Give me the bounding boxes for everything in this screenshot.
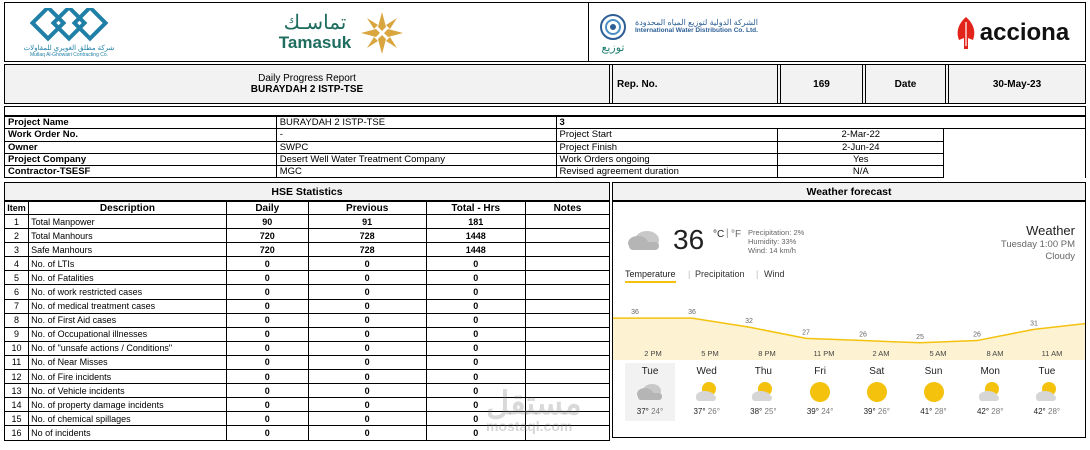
hour-label: 11 PM bbox=[813, 349, 835, 358]
hse-col-prev: Previous bbox=[308, 202, 426, 215]
project-info-table bbox=[4, 116, 1086, 178]
hour-label: 2 AM bbox=[872, 349, 890, 358]
hse-prev-cell: 0 bbox=[308, 426, 426, 440]
hse-total-cell: 0 bbox=[426, 412, 525, 426]
day-name: Thu bbox=[754, 366, 772, 377]
mutlaq-logo-ar: شركة مطلق الغويري للمقاولات bbox=[23, 45, 115, 52]
finish-value: 2-Jun-24 bbox=[778, 141, 944, 153]
day-temps bbox=[909, 407, 959, 416]
hour-label: 5 AM bbox=[929, 349, 947, 358]
table-row bbox=[5, 271, 610, 285]
table-row bbox=[5, 313, 610, 327]
day-temps bbox=[682, 407, 732, 416]
table-row bbox=[5, 229, 610, 243]
watermark-ar-main: مستقل bbox=[486, 385, 582, 421]
hse-prev-cell: 0 bbox=[308, 285, 426, 299]
mutlaq-logo bbox=[13, 4, 125, 62]
hse-desc-cell: Safe Manhours bbox=[29, 243, 227, 257]
tab-wind[interactable]: Wind bbox=[764, 269, 785, 279]
hse-prev-cell: 0 bbox=[308, 257, 426, 271]
hse-notes-cell bbox=[525, 243, 609, 257]
hse-item-cell: 10 bbox=[5, 341, 29, 355]
hse-daily-cell: 90 bbox=[226, 215, 308, 229]
day-forecast[interactable] bbox=[682, 363, 732, 421]
revised-label: Revised agreement duration bbox=[556, 166, 778, 178]
day-high: 37° bbox=[636, 407, 649, 416]
temperature-point-label: 27 bbox=[802, 329, 810, 337]
hse-desc-cell: No. of work restricted cases bbox=[29, 285, 227, 299]
hse-desc-cell: No. of Fatalities bbox=[29, 271, 227, 285]
hse-prev-cell: 0 bbox=[308, 313, 426, 327]
owner-value: SWPC bbox=[276, 141, 556, 153]
hse-prev-cell: 0 bbox=[308, 370, 426, 384]
info-row-project-name bbox=[5, 117, 1086, 129]
report-title: Daily Progress Report bbox=[258, 73, 356, 84]
hse-item-cell: 7 bbox=[5, 299, 29, 313]
temperature-point-label: 25 bbox=[916, 333, 924, 341]
hse-notes-cell bbox=[525, 299, 609, 313]
hse-item-cell: 13 bbox=[5, 384, 29, 398]
hse-prev-cell: 0 bbox=[308, 327, 426, 341]
start-label: Project Start bbox=[556, 129, 778, 141]
hse-total-cell: 0 bbox=[426, 285, 525, 299]
wind-text: Wind: 14 km/h bbox=[748, 246, 796, 255]
partly-sunny-icon bbox=[975, 380, 1005, 409]
hse-daily-cell: 0 bbox=[226, 355, 308, 369]
temperature-point-label: 26 bbox=[859, 331, 867, 339]
hse-col-notes: Notes bbox=[525, 202, 609, 215]
hse-daily-cell: 0 bbox=[226, 313, 308, 327]
hse-daily-cell: 0 bbox=[226, 271, 308, 285]
hse-notes-cell bbox=[525, 327, 609, 341]
hse-item-cell: 14 bbox=[5, 398, 29, 412]
day-low: 25° bbox=[764, 407, 777, 416]
hse-total-cell: 0 bbox=[426, 370, 525, 384]
table-row bbox=[5, 370, 610, 384]
hse-item-cell: 12 bbox=[5, 370, 29, 384]
hse-item-cell: 16 bbox=[5, 426, 29, 440]
hour-label: 2 PM bbox=[644, 349, 662, 358]
hse-prev-cell: 728 bbox=[308, 229, 426, 243]
hse-total-cell: 0 bbox=[426, 313, 525, 327]
day-high: 39° bbox=[806, 407, 819, 416]
sun-icon bbox=[862, 380, 892, 409]
acciona-logo bbox=[947, 11, 1077, 55]
unit-separator: | bbox=[726, 228, 729, 239]
hse-header-row bbox=[5, 202, 610, 215]
hse-total-cell: 1448 bbox=[426, 243, 525, 257]
tamasuk-star-icon bbox=[359, 10, 405, 56]
hse-daily-cell: 0 bbox=[226, 327, 308, 341]
hse-total-cell: 0 bbox=[426, 355, 525, 369]
unit-fahrenheit[interactable]: °F bbox=[731, 229, 742, 240]
acciona-leaf-icon bbox=[955, 16, 977, 50]
acciona-logo-text: acciona bbox=[979, 19, 1070, 46]
rep-no-label: Rep. No. bbox=[612, 64, 778, 104]
hse-notes-cell bbox=[525, 341, 609, 355]
date-label: Date bbox=[865, 64, 946, 104]
hse-daily-cell: 0 bbox=[226, 257, 308, 271]
work-order-value: - bbox=[276, 129, 556, 141]
hse-item-cell: 4 bbox=[5, 257, 29, 271]
day-low: 26° bbox=[877, 407, 891, 416]
hse-notes-cell bbox=[525, 229, 609, 243]
hse-daily-cell: 0 bbox=[226, 341, 308, 355]
partly-sunny-icon bbox=[1032, 380, 1062, 409]
hse-daily-cell: 720 bbox=[226, 229, 308, 243]
day-temps bbox=[625, 407, 675, 416]
iwd-logo bbox=[595, 5, 795, 61]
hse-prev-cell: 91 bbox=[308, 215, 426, 229]
logo-divider bbox=[588, 3, 589, 61]
day-name: Sat bbox=[869, 366, 885, 377]
hse-desc-cell: No. of Occupational illnesses bbox=[29, 327, 227, 341]
day-name: Tue bbox=[641, 366, 659, 377]
day-name: Wed bbox=[696, 366, 717, 377]
hse-notes-cell bbox=[525, 370, 609, 384]
hse-col-total: Total - Hrs bbox=[426, 202, 525, 215]
hse-item-cell: 11 bbox=[5, 355, 29, 369]
info-row-company bbox=[5, 153, 1086, 165]
project-name-value: BURAYDAH 2 ISTP-TSE bbox=[276, 117, 556, 129]
hse-total-cell: 0 bbox=[426, 299, 525, 313]
hse-desc-cell: No of incidents bbox=[29, 426, 227, 440]
iwd-mark: توزيع bbox=[601, 41, 625, 54]
partly-sunny-icon bbox=[748, 380, 778, 409]
date-value: 30-May-23 bbox=[948, 64, 1086, 104]
current-temp: 36 bbox=[673, 224, 705, 255]
day-temps bbox=[795, 407, 845, 416]
hse-desc-cell: No. of medical treatment cases bbox=[29, 299, 227, 313]
table-row bbox=[5, 215, 610, 229]
day-high: 41° bbox=[920, 407, 933, 416]
hse-daily-cell: 0 bbox=[226, 398, 308, 412]
table-row bbox=[5, 243, 610, 257]
hse-desc-cell: No. of chemical spillages bbox=[29, 412, 227, 426]
hse-desc-cell: No. of Near Misses bbox=[29, 355, 227, 369]
hse-prev-cell: 0 bbox=[308, 412, 426, 426]
project-number: 3 bbox=[556, 117, 1085, 129]
day-name: Mon bbox=[980, 366, 1000, 377]
hse-total-cell: 0 bbox=[426, 426, 525, 440]
hse-title: HSE Statistics bbox=[4, 182, 610, 201]
day-forecast[interactable] bbox=[1022, 363, 1072, 421]
start-value: 2-Mar-22 bbox=[778, 129, 944, 141]
hse-item-cell: 5 bbox=[5, 271, 29, 285]
day-temps bbox=[852, 407, 902, 416]
hse-desc-cell: No. of property damage incidents bbox=[29, 398, 227, 412]
hse-item-cell: 1 bbox=[5, 215, 29, 229]
hse-notes-cell bbox=[525, 271, 609, 285]
temperature-point-label: 36 bbox=[631, 309, 639, 317]
hse-prev-cell: 0 bbox=[308, 341, 426, 355]
hse-daily-cell: 0 bbox=[226, 299, 308, 313]
hse-desc-cell: No. of "unsafe actions / Conditions" bbox=[29, 341, 227, 355]
hse-daily-cell: 0 bbox=[226, 285, 308, 299]
hse-total-cell: 0 bbox=[426, 257, 525, 271]
hse-daily-cell: 0 bbox=[226, 370, 308, 384]
company-value: Desert Well Water Treatment Company bbox=[276, 153, 556, 165]
table-row bbox=[5, 327, 610, 341]
company-label: Project Company bbox=[5, 153, 277, 165]
hse-desc-cell: Total Manpower bbox=[29, 215, 227, 229]
hse-col-item: Item bbox=[5, 202, 29, 215]
weather-title: Weather forecast bbox=[612, 182, 1086, 201]
hse-col-daily: Daily bbox=[226, 202, 308, 215]
work-order-label: Work Order No. bbox=[5, 129, 277, 141]
hse-item-cell: 2 bbox=[5, 229, 29, 243]
hse-daily-cell: 0 bbox=[226, 384, 308, 398]
info-blank-cell bbox=[944, 129, 1086, 178]
day-forecast[interactable] bbox=[852, 363, 902, 421]
contractor-value: MGC bbox=[276, 166, 556, 178]
hse-notes-cell bbox=[525, 313, 609, 327]
hse-prev-cell: 0 bbox=[308, 384, 426, 398]
unit-celsius[interactable]: °C bbox=[713, 229, 725, 240]
day-high: 39° bbox=[863, 407, 876, 416]
weather-widget bbox=[612, 201, 1086, 438]
hour-label: 8 AM bbox=[986, 349, 1004, 358]
temperature-chart bbox=[613, 300, 1086, 360]
day-high: 42° bbox=[1033, 407, 1046, 416]
hse-item-cell: 8 bbox=[5, 313, 29, 327]
table-row bbox=[5, 299, 610, 313]
tab-separator-1: | bbox=[688, 269, 691, 279]
iwd-logo-en: International Water Distribution Co. Ltd. bbox=[635, 27, 758, 34]
tamasuk-logo-ar: تماسـك bbox=[283, 12, 347, 34]
hse-prev-cell: 0 bbox=[308, 398, 426, 412]
owner-label: Owner bbox=[5, 141, 277, 153]
ongoing-value: Yes bbox=[778, 153, 944, 165]
temperature-point-label: 36 bbox=[688, 309, 696, 317]
hse-notes-cell bbox=[525, 257, 609, 271]
weather-condition: Cloudy bbox=[1045, 251, 1075, 262]
info-row-contractor bbox=[5, 166, 1086, 178]
spacer-row bbox=[4, 106, 1086, 116]
mutlaq-logo-mark bbox=[29, 8, 109, 44]
hse-total-cell: 0 bbox=[426, 341, 525, 355]
sun-icon bbox=[919, 380, 949, 409]
day-high: 42° bbox=[976, 407, 990, 416]
temperature-point-label: 26 bbox=[973, 331, 981, 339]
table-row bbox=[5, 285, 610, 299]
tamasuk-logo-en: Tamasuk bbox=[278, 33, 352, 52]
report-title-cell bbox=[4, 64, 610, 104]
hse-total-cell: 0 bbox=[426, 271, 525, 285]
mutlaq-logo-en: Mutlaq Al-Ghowairi Contracting Co. bbox=[29, 52, 109, 58]
day-low: 28° bbox=[1048, 407, 1061, 416]
hse-daily-cell: 0 bbox=[226, 426, 308, 440]
day-low: 28° bbox=[991, 407, 1004, 416]
logo-bar bbox=[4, 2, 1086, 62]
report-subtitle: BURAYDAH 2 ISTP-TSE bbox=[250, 84, 364, 95]
table-row bbox=[5, 355, 610, 369]
weather-time: Tuesday 1:00 PM bbox=[1000, 239, 1075, 250]
hse-notes-cell bbox=[525, 285, 609, 299]
hse-prev-cell: 0 bbox=[308, 355, 426, 369]
day-name: Fri bbox=[814, 366, 826, 377]
hse-prev-cell: 728 bbox=[308, 243, 426, 257]
day-low: 28° bbox=[934, 407, 947, 416]
hse-desc-cell: No. of First Aid cases bbox=[29, 313, 227, 327]
day-forecast[interactable] bbox=[738, 363, 788, 421]
sun-icon bbox=[805, 380, 835, 409]
hse-prev-cell: 0 bbox=[308, 271, 426, 285]
tab-temperature[interactable]: Temperature bbox=[625, 269, 676, 283]
hse-notes-cell bbox=[525, 215, 609, 229]
iwd-globe-icon bbox=[599, 13, 627, 41]
current-cloud-icon bbox=[625, 226, 663, 252]
project-name-label: Project Name bbox=[5, 117, 277, 129]
hse-daily-cell: 720 bbox=[226, 243, 308, 257]
day-forecast[interactable] bbox=[909, 363, 959, 421]
day-low: 24° bbox=[651, 407, 664, 416]
tab-precipitation[interactable]: Precipitation bbox=[695, 269, 745, 279]
day-high: 37° bbox=[693, 407, 706, 416]
day-forecast[interactable] bbox=[625, 363, 675, 421]
hse-col-desc: Description bbox=[29, 202, 227, 215]
ongoing-label: Work Orders ongoing bbox=[556, 153, 778, 165]
tab-separator-2: | bbox=[756, 269, 759, 279]
rep-no-value: 169 bbox=[780, 64, 863, 104]
info-row-owner bbox=[5, 141, 1086, 153]
iwd-logo-ar: الشركة الدولية لتوزيع المياه المحدودة bbox=[635, 18, 758, 27]
hour-label: 8 PM bbox=[758, 349, 776, 358]
hse-daily-cell: 0 bbox=[226, 412, 308, 426]
hse-item-cell: 9 bbox=[5, 327, 29, 341]
temperature-area bbox=[613, 318, 1086, 360]
day-high: 38° bbox=[750, 407, 763, 416]
day-temps bbox=[1022, 407, 1072, 416]
finish-label: Project Finish bbox=[556, 141, 778, 153]
hse-total-cell: 181 bbox=[426, 215, 525, 229]
day-name: Tue bbox=[1038, 366, 1056, 377]
hse-notes-cell bbox=[525, 355, 609, 369]
contractor-label: Contractor-TSESF bbox=[5, 166, 277, 178]
temperature-point-label: 32 bbox=[745, 318, 753, 326]
weather-heading: Weather bbox=[1026, 223, 1075, 238]
day-forecast[interactable] bbox=[795, 363, 845, 421]
hour-label: 5 PM bbox=[701, 349, 719, 358]
temperature-point-label: 31 bbox=[1030, 320, 1038, 328]
revised-value: N/A bbox=[778, 166, 944, 178]
partly-sunny-icon bbox=[692, 380, 722, 409]
hour-label: 11 AM bbox=[1041, 349, 1063, 358]
day-temps bbox=[738, 407, 788, 416]
watermark-en: mostaql.com bbox=[486, 418, 573, 434]
hse-total-cell: 0 bbox=[426, 384, 525, 398]
hse-total-cell: 1448 bbox=[426, 229, 525, 243]
precipitation-text: Precipitation: 2% bbox=[748, 228, 805, 237]
hse-desc-cell: No. of LTIs bbox=[29, 257, 227, 271]
day-name: Sun bbox=[924, 366, 943, 377]
day-temps bbox=[965, 407, 1015, 416]
hse-item-cell: 15 bbox=[5, 412, 29, 426]
cloud-icon bbox=[635, 380, 665, 407]
hse-total-cell: 0 bbox=[426, 398, 525, 412]
hse-desc-cell: No. of Fire incidents bbox=[29, 370, 227, 384]
info-row-work-order bbox=[5, 129, 1086, 141]
hse-desc-cell: No. of Vehicle incidents bbox=[29, 384, 227, 398]
hse-item-cell: 6 bbox=[5, 285, 29, 299]
day-low: 24° bbox=[821, 407, 834, 416]
hse-prev-cell: 0 bbox=[308, 299, 426, 313]
hse-desc-cell: Total Manhours bbox=[29, 229, 227, 243]
tamasuk-logo bbox=[267, 7, 417, 59]
humidity-text: Humidity: 33% bbox=[748, 237, 797, 246]
table-row bbox=[5, 341, 610, 355]
day-low: 26° bbox=[707, 407, 720, 416]
day-forecast[interactable] bbox=[965, 363, 1015, 421]
hse-item-cell: 3 bbox=[5, 243, 29, 257]
table-row bbox=[5, 257, 610, 271]
hse-total-cell: 0 bbox=[426, 327, 525, 341]
